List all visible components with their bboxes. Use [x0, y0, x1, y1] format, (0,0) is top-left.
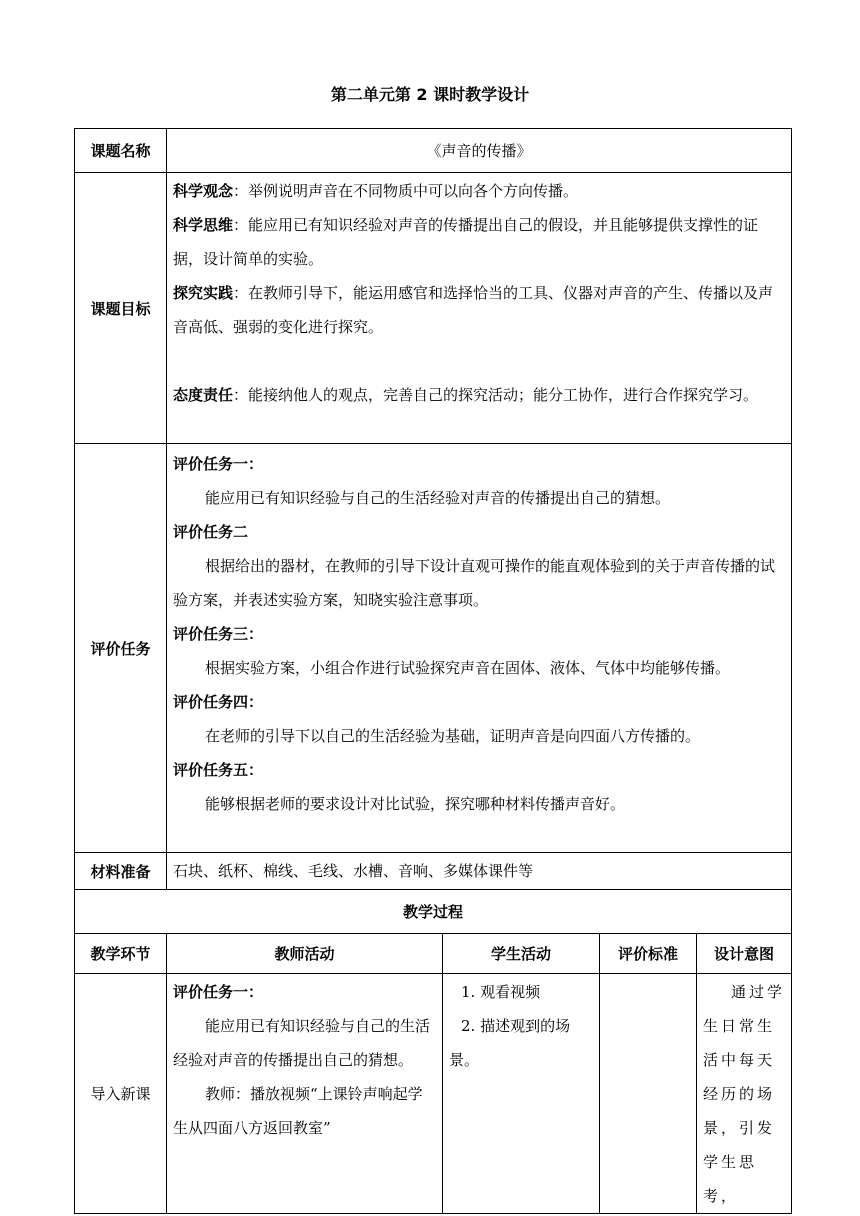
goal-item: 科学思维：能应用已有知识经验对声音的传播提出自己的假设，并且能够提供支撑性的证据，设计简单的实验。: [173, 216, 759, 268]
task-head: 评价任务三：: [173, 625, 264, 643]
criteria-cell: [600, 974, 697, 1214]
goals-label: 课题目标: [75, 173, 167, 444]
task-text: 在老师的引导下以自己的生活经验为基础，证明声音是向四面八方传播的。: [205, 727, 701, 745]
teacher-cell: 评价任务一： 能应用已有知识经验与自己的生活经验对声音的传播提出自己的猜想。 教师：播放视频“上课铃声响起学生从四面八方返回教室”: [167, 974, 443, 1214]
header-criteria: 评价标准: [600, 934, 697, 974]
goal-item: 科学观念：举例说明声音在不同物质中可以向各个方向传播。: [173, 182, 579, 200]
topic-label: 课题名称: [75, 129, 167, 173]
task-text: 能应用已有知识经验与自己的生活经验对声音的传播提出自己的猜想。: [205, 489, 671, 507]
goals-cell: [167, 173, 792, 444]
topic-value: 《声音的传播》: [167, 129, 792, 173]
goal-item: 探究实践：在教师引导下，能运用感官和选择恰当的工具、仪器对声音的产生、传播以及声音高低、强弱的变化进行探究。: [173, 284, 774, 336]
page-title: 第二单元第 2 课时教学设计: [330, 85, 530, 104]
process-title: 教学过程: [75, 890, 792, 934]
blank-line: [167, 344, 791, 378]
lesson-plan-table: [74, 128, 792, 1214]
task-text: 根据给出的器材，在教师的引导下设计直观可操作的能直观体验到的关于声音传播的试验方案，并表述实验方案，知晓实验注意事项。: [173, 557, 776, 609]
task-head: 评价任务一：: [173, 455, 264, 473]
intent-cell: 通过学生日常生活中每天经历的场景，引发学生思考，: [697, 974, 792, 1214]
student-cell: 1. 观看视频 2. 描述观到的场景。: [443, 974, 600, 1214]
task-head: 评价任务五：: [173, 761, 264, 779]
stage-cell: 导入新课: [75, 974, 167, 1214]
header-student: 学生活动: [443, 934, 600, 974]
header-stage: 教学环节: [75, 934, 167, 974]
task-text: 能够根据老师的要求设计对比试验，探究哪种材料传播声音好。: [205, 795, 626, 813]
task-head: 评价任务四：: [173, 693, 264, 711]
task-text: 根据实验方案，小组合作进行试验探究声音在固体、液体、气体中均能够传播。: [205, 659, 731, 677]
task-head: 评价任务二: [173, 523, 249, 541]
tasks-label: 评价任务: [75, 444, 167, 853]
header-intent: 设计意图: [697, 934, 792, 974]
tasks-cell: [167, 444, 792, 853]
header-teacher: 教师活动: [167, 934, 443, 974]
materials-label: 材料准备: [75, 853, 167, 890]
materials-value: 石块、纸杯、棉线、毛线、水槽、音响、多媒体课件等: [167, 853, 792, 890]
goal-item: 态度责任：能接纳他人的观点，完善自己的探究活动；能分工协作，进行合作探究学习。: [173, 386, 759, 404]
